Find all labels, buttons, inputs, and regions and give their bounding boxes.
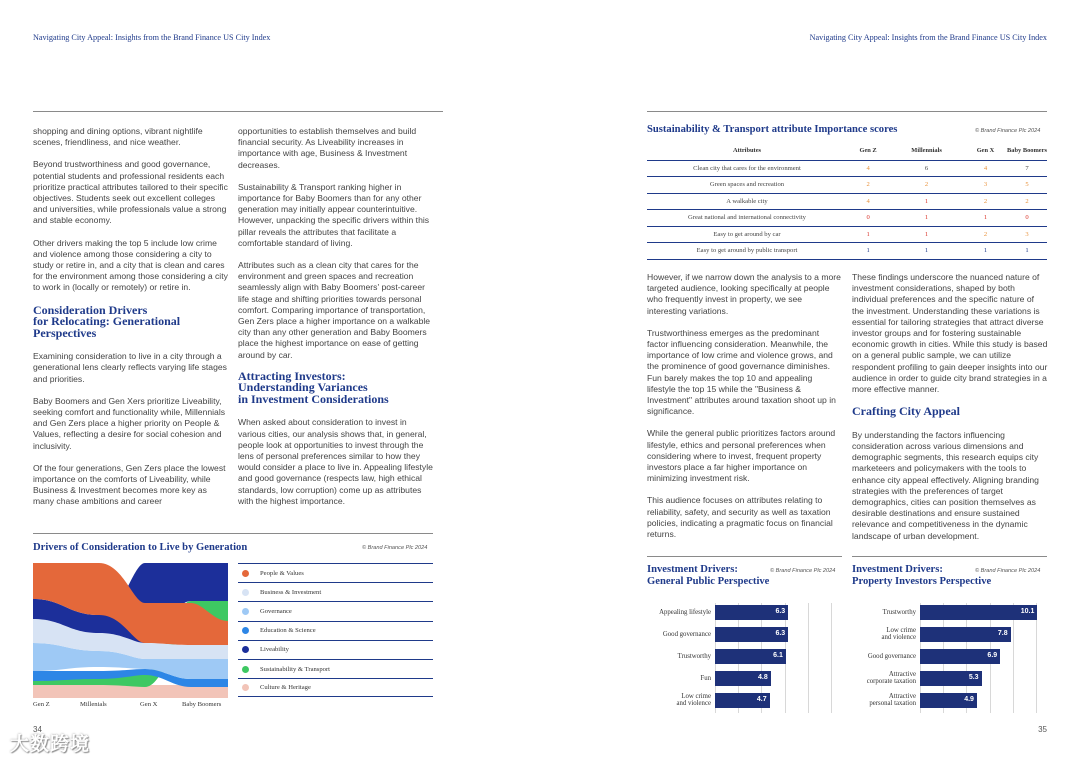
bar-value: 6.3	[775, 630, 786, 637]
paragraph: By understanding the factors influencing consideration across various dimensions and demographic segments, this research equips city marketeers and policymakers with the tools to enhance city appeal effectively. Aligning branding strategies with the preferences of target demographics, cities can position themselves as desirable destinations and ensure sustained relevance and competitiveness in the dynamic landscape of urban development.	[852, 429, 1039, 541]
bar-value: 5.3	[968, 674, 979, 681]
gridline	[808, 603, 809, 713]
attribute-cell: Great national and international connectivity	[647, 210, 847, 227]
running-head: Navigating City Appeal: Insights from the Brand Finance US City Index	[809, 33, 1047, 42]
legend-item	[238, 678, 433, 697]
bar-label: Attractive corporate taxation	[866, 671, 916, 685]
paragraph: Examining consideration to live in a city through a generational lens clearly reflects varying life stages and priorities.	[33, 351, 227, 384]
bar-value: 6.9	[987, 652, 998, 659]
section-heading: Crafting City Appeal	[852, 404, 960, 419]
paragraph: However, if we narrow down the analysis to a more targeted audience, looking specifically at people who frequently invest in property, we see interesting variations.	[647, 272, 841, 316]
page-number: 35	[1038, 725, 1047, 734]
table-row	[647, 193, 1047, 210]
score-cell: 2	[1007, 193, 1047, 210]
watermark: 大数跨境	[10, 734, 91, 755]
column-header: Gen Z	[847, 143, 889, 160]
running-head: Navigating City Appeal: Insights from the Brand Finance US City Index	[33, 33, 271, 42]
paragraph: Of the four generations, Gen Zers place the lowest importance on the comforts of Liveability, while Business & Investment becomes more key as many chase ambitions and career	[33, 462, 226, 507]
section-heading: Consideration Drivers for Relocating: Generational Perspectives	[33, 302, 181, 340]
table-row	[647, 243, 1047, 260]
copyright: © Brand Finance Plc 2024	[975, 128, 1041, 134]
bar-value: 4.9	[964, 696, 974, 703]
table-body	[647, 160, 1047, 259]
bar	[715, 605, 788, 620]
left-column-1	[33, 126, 229, 519]
legend-dot	[242, 646, 249, 653]
sankey-x-label: Gen Z	[33, 701, 50, 708]
table-header-row	[647, 143, 1047, 160]
score-cell: 0	[1007, 210, 1047, 227]
legend-label: Business & Investment	[260, 588, 322, 596]
legend-dot	[242, 589, 249, 596]
paragraph: Attributes such as a clean city that cares for the environment and green spaces and recreation seamlessly align with Baby Boomers' post-career life stage and shifting priorities towards personal comfort. Comparing importance of transportation, Gen Zers place a higher importance on a walkable city than any other generation and Baby Boomers place the highest importance on ease of getting around by car.	[238, 260, 431, 360]
bar-label: Appealing lifestyle	[659, 609, 711, 616]
paragraph: Other drivers making the top 5 include low crime and violence among those considering a city to study or retire in, and a city that is clean and cares for the environment among those considering a city to work in (locally or remotely) or retire in.	[33, 237, 228, 293]
sankey-x-label: Gen X	[140, 701, 158, 708]
score-cell: 4	[964, 160, 1007, 177]
chart-title: Investment Drivers: General Public Perspective	[647, 564, 770, 587]
table-row	[647, 210, 1047, 227]
score-cell: 1	[964, 210, 1007, 227]
score-cell: 1	[847, 243, 889, 260]
score-cell: 2	[889, 177, 964, 194]
legend-label: Education & Science	[260, 627, 316, 635]
score-cell: 2	[964, 226, 1007, 243]
bar-value: 6.3	[775, 608, 786, 615]
gridline	[831, 603, 832, 713]
bar	[920, 627, 1011, 642]
bar-label: Trustworthy	[677, 653, 711, 660]
paragraph: Baby Boomers and Gen Xers prioritize Liveability, seeking comfort and functionality while, Millennials and Gen Zers place a higher priority on People & Values, reflecting a desire for social cohesion and inclusivity.	[33, 395, 226, 451]
legend-item	[238, 621, 433, 640]
table-row	[647, 177, 1047, 194]
score-cell: 1	[889, 193, 964, 210]
right-column-2	[852, 272, 1048, 553]
legend-label: Culture & Heritage	[260, 684, 311, 692]
table-row	[647, 226, 1047, 243]
legend-item	[238, 563, 433, 582]
chart-rule	[852, 556, 1047, 557]
paragraph: Sustainability & Transport ranking higher in importance for Baby Boomers than for any other generation may initially appear counterintuitive. However, unpacking the specific drivers within this pillar reveals the attributes that facilitate a comfortable standard of living.	[238, 181, 430, 248]
copyright: © Brand Finance Plc 2024	[975, 568, 1041, 574]
bar-label: Low crime and violence	[676, 693, 711, 707]
chart-rule	[33, 533, 433, 534]
sankey-title: Drivers of Consideration to Live by Generation	[33, 542, 248, 553]
bar	[920, 693, 977, 708]
bar-label: Good governance	[867, 653, 916, 660]
column-header: Attributes	[647, 143, 847, 160]
bar-label: Low crime and violence	[881, 627, 916, 641]
bar-value: 7.8	[997, 630, 1008, 637]
legend-label: Governance	[260, 607, 292, 615]
paragraph: Beyond trustworthiness and good governance, potential students and professional residents each prioritize practical attributes tailored to their specific objectives. Students seek out excellent colleges and universities, while professionals value a strong and stable economy.	[33, 159, 228, 226]
score-cell: 5	[1007, 177, 1047, 194]
legend-dot	[242, 570, 249, 577]
bar-value: 4.8	[758, 674, 768, 681]
sankey-x-label: Baby Boomers	[182, 701, 222, 708]
score-cell: 3	[1007, 226, 1047, 243]
sankey-x-label: Millenials	[80, 701, 107, 708]
bar-label: Attractive personal taxation	[869, 693, 916, 707]
attribute-cell: A walkable city	[647, 193, 847, 210]
table-title: Sustainability & Transport attribute Importance scores	[647, 124, 898, 135]
bar-value: 10.1	[1020, 608, 1035, 615]
bar	[715, 671, 771, 686]
score-cell: 4	[847, 160, 889, 177]
paragraph: Trustworthiness emerges as the predominant factor influencing consideration. Meanwhile, the importance of low crime and violence grows, and the prominence of good governance diminishes. Fun barely makes the top 10 and appealing lifestyle the top 15 while the "Business & Investment" attributes around taxation shoot up in significance.	[647, 327, 836, 417]
column-header: Baby Boomers	[1007, 143, 1047, 160]
score-cell: 1	[847, 226, 889, 243]
legend-item	[238, 640, 433, 659]
score-cell: 4	[847, 193, 889, 210]
bar-label: Trustworthy	[882, 609, 916, 616]
paragraph: While the general public prioritizes factors around lifestyle, ethics and personal preferences when considering where to invest, frequent property investors place a far higher importance on minimizing investment risk.	[647, 428, 836, 484]
copyright: © Brand Finance Plc 2024	[770, 568, 836, 574]
scores-table	[647, 143, 1047, 260]
chart-title: Investment Drivers: Property Investors Perspective	[852, 564, 992, 587]
sankey-chart	[33, 563, 228, 698]
score-cell: 3	[964, 177, 1007, 194]
paragraph: These findings underscore the nuanced nature of investment considerations, shaped by both individual preferences and the specific nature of the investment. Understanding these variations is essential for tailoring strategies that attract diverse investor groups and for fostering sustainable economic growth in cities. While this study is based on a general public sample, we can utilize respondent profiling to gain deeper insights into our audience in order to guide city brand strategies in a more effective manner.	[852, 272, 1048, 395]
table-row	[647, 160, 1047, 177]
section-heading: Attracting Investors: Understanding Variances in Investment Considerations	[238, 368, 389, 406]
bar	[715, 649, 786, 664]
paragraph: When asked about consideration to invest in various cities, our analysis shows that, in general, people look at opportunities to invest through the lens of personal preferences similar to how they would consider a place to live in. Appealing lifestyle and good governance (respects law, high ethical standards, low corruption) come up as attributes with the highest importance.	[238, 417, 433, 506]
copyright: © Brand Finance Plc 2024	[362, 545, 428, 551]
score-cell: 1	[889, 243, 964, 260]
legend-dot	[242, 627, 249, 634]
score-cell: 1	[889, 210, 964, 227]
paragraph: shopping and dining options, vibrant nightlife scenes, friendliness, and nice weather.	[33, 126, 203, 148]
bar-label: Fun	[700, 675, 711, 682]
score-cell: 1	[964, 243, 1007, 260]
paragraph: opportunities to establish themselves and build financial security. As Liveability increases in importance with age, Business & Investment decreases.	[238, 126, 417, 170]
attribute-cell: Green spaces and recreation	[647, 177, 847, 194]
bar	[920, 649, 1000, 664]
attribute-cell: Easy to get around by car	[647, 226, 847, 243]
header-rule	[647, 111, 1047, 112]
page-number: 34	[33, 725, 42, 734]
attribute-cell: Clean city that cares for the environment	[647, 160, 847, 177]
score-cell: 2	[847, 177, 889, 194]
bar-label: Good governance	[662, 631, 711, 638]
bar	[920, 605, 1037, 620]
column-header: Millennials	[889, 143, 964, 160]
header-rule	[33, 111, 443, 112]
score-cell: 7	[1007, 160, 1047, 177]
bar	[715, 693, 770, 708]
bar	[920, 671, 982, 686]
property-investors-bar-chart	[852, 603, 1047, 713]
paragraph: This audience focuses on attributes relating to reliability, safety, and security as well as taxation policies, indicating a pragmatic focus on financial returns.	[647, 495, 833, 540]
score-cell: 1	[889, 226, 964, 243]
score-cell: 6	[889, 160, 964, 177]
right-column-1	[647, 272, 842, 551]
bar	[715, 627, 788, 642]
bar-value: 6.1	[773, 652, 783, 659]
legend-dot	[242, 684, 249, 691]
general-public-bar-chart	[647, 603, 842, 713]
legend-item	[238, 659, 433, 678]
score-cell: 0	[847, 210, 889, 227]
left-column-2	[238, 126, 433, 518]
score-cell: 2	[964, 193, 1007, 210]
legend-label: Liveability	[260, 646, 289, 654]
legend-dot	[242, 666, 249, 673]
sankey-legend	[238, 563, 433, 697]
column-header: Gen X	[964, 143, 1007, 160]
legend-label: People & Values	[260, 569, 304, 577]
bar-value: 4.7	[756, 696, 767, 703]
legend-item	[238, 601, 433, 620]
legend-dot	[242, 608, 249, 615]
legend-item	[238, 582, 433, 601]
legend-label: Sustainability & Transport	[260, 665, 330, 673]
attribute-cell: Easy to get around by public transport	[647, 243, 847, 260]
score-cell: 1	[1007, 243, 1047, 260]
chart-rule	[647, 556, 842, 557]
